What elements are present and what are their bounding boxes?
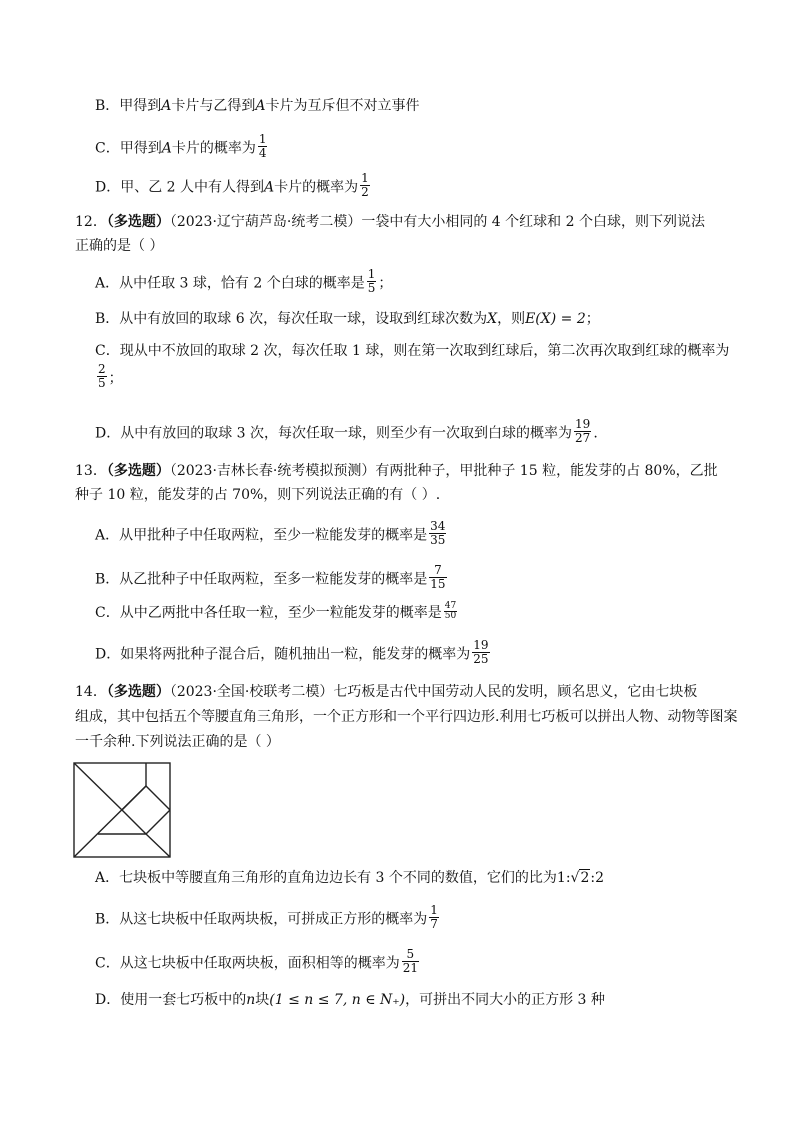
denominator: 5 <box>98 376 106 390</box>
numerator: 19 <box>473 638 489 652</box>
numerator: 47 <box>444 600 457 611</box>
denominator: 35 <box>430 533 446 547</box>
fraction <box>444 602 457 621</box>
numerator: 2 <box>98 362 106 376</box>
prev-option-c <box>95 132 269 162</box>
option-text: D．使用一套七巧板中的 <box>95 992 247 1008</box>
ratio-part: :2 <box>590 870 605 886</box>
tangram-diagonal-upper-left <box>74 763 122 810</box>
variable: A <box>255 98 266 114</box>
expectation-expression: E(X) = 2 <box>525 311 586 327</box>
denominator: 50 <box>444 610 457 621</box>
ratio-part: 1: <box>556 870 571 886</box>
question-number: 14． <box>75 684 107 700</box>
numerator: 1 <box>361 171 369 185</box>
fraction <box>258 133 268 160</box>
option-text: . <box>593 425 598 442</box>
q14-option-d <box>95 990 605 1010</box>
option-text: A．从甲批种子中任取两粒，至少一粒能发芽的概率是 <box>95 527 428 544</box>
prev-option-b-text: 卡片与乙得到 <box>171 98 256 114</box>
prev-option-b-text: 卡片为互斥但不对立事件 <box>265 98 420 114</box>
prev-option-b-text: B．甲得到 <box>95 98 162 114</box>
tangram-middle-edge <box>122 810 146 834</box>
fraction <box>472 639 489 666</box>
option-text: D．从中有放回的取球 3 次，每次任取一球，则至少有一次取到白球的概率为 <box>95 425 573 442</box>
variable: X <box>487 311 498 327</box>
prev-option-c-text: 卡片的概率为 <box>171 140 256 157</box>
denominator: 7 <box>430 917 438 931</box>
denominator: 5 <box>367 281 376 295</box>
numerator: 1 <box>430 903 438 917</box>
question-stem: 有两批种子，甲批种子 15 粒，能发芽的占 80%，乙批 <box>375 463 718 479</box>
option-text: B．从这七块板中任取两块板，可拼成正方形的概率为 <box>95 911 428 928</box>
denominator: 4 <box>258 146 267 160</box>
denominator: 25 <box>473 652 489 666</box>
question-source: （2023·吉林长春·统考模拟预测） <box>169 463 376 479</box>
question-number: 12． <box>75 214 107 230</box>
radicand: 2 <box>580 870 590 886</box>
q12-option-b <box>95 309 600 329</box>
numerator: 34 <box>430 519 446 533</box>
q12-option-c <box>95 341 729 361</box>
question-stem: 一袋中有大小相同的 4 个红球和 2 个白球，则下列说法 <box>361 214 705 230</box>
question-stem: 种子 10 粒，能发芽的占 70%，则下列说法正确的有（ ）. <box>75 487 441 503</box>
prev-option-d-text: 卡片的概率为 <box>274 179 359 196</box>
denominator: 15 <box>430 577 446 591</box>
variable: n <box>246 992 256 1008</box>
q13-option-d <box>95 638 492 668</box>
question-14-header <box>75 682 697 702</box>
q14-option-a <box>95 868 604 888</box>
question-source: （2023·辽宁葫芦岛·统考二模） <box>169 214 362 230</box>
option-text: C．从中乙两批中各任取一粒，至少一粒能发芽的概率是 <box>95 605 442 621</box>
option-text: 块 <box>255 992 270 1008</box>
question-12-header <box>75 212 705 232</box>
question-13-header <box>75 461 718 481</box>
prev-option-b <box>95 96 420 116</box>
option-text: C．从这七块板中任取两块板，面积相等的概率为 <box>95 955 400 972</box>
tangram-figure <box>72 761 172 859</box>
square-root: √2 <box>570 870 590 886</box>
variable: A <box>264 179 275 196</box>
q13-option-b <box>95 563 449 593</box>
question-number: 13． <box>75 463 107 479</box>
tangram-right-square-edge <box>146 786 170 810</box>
option-text: D．如果将两批种子混合后，随机抽出一粒，能发芽的概率为 <box>95 646 471 663</box>
fraction <box>574 418 591 445</box>
fraction <box>402 948 419 975</box>
option-text: ，则 <box>497 311 526 327</box>
q13-option-a <box>95 519 448 549</box>
q12-option-d <box>95 417 598 447</box>
variable: A <box>161 98 172 114</box>
option-text: A．七块板中等腰直角三角形的直角边边长有 3 个不同的数值，它们的比为 <box>95 870 557 886</box>
option-text: ； <box>585 311 600 327</box>
q13-option-c <box>95 600 459 623</box>
q12-option-c-cont <box>95 362 123 392</box>
q12-option-a <box>95 267 393 297</box>
fraction <box>429 904 439 931</box>
option-text: B．从乙批种子中任取两粒，至多一粒能发芽的概率是 <box>95 571 428 588</box>
question-source: （2023·全国·校联考二模） <box>169 684 334 700</box>
prev-option-c-text: C．甲得到 <box>95 140 162 157</box>
fraction <box>429 564 446 591</box>
option-text: ； <box>108 370 123 387</box>
question-13-stem-cont <box>75 485 440 505</box>
condition-expression: (1 ≤ n ≤ 7, n ∈ N₊) <box>269 992 406 1008</box>
question-12-stem-cont <box>75 236 163 256</box>
tangram-right-triangle-edge <box>146 810 170 834</box>
option-text: A．从中任取 3 球，恰有 2 个白球的概率是 <box>95 275 365 292</box>
option-text: C．现从中不放回的取球 2 次，每次任取 1 球，则在第一次取到红球后，第二次再次取到红球的概率为 <box>95 343 730 359</box>
denominator: 27 <box>575 431 591 445</box>
question-14-stem-cont <box>75 732 280 752</box>
fraction <box>367 268 377 295</box>
option-text: ； <box>378 275 393 292</box>
question-stem: 正确的是（ ） <box>75 238 164 254</box>
q14-option-b <box>95 903 441 933</box>
question-stem: 组成，其中包括五个等腰直角三角形，一个正方形和一个平行四边形.利用七巧板可以拼出人物、动物等图案 <box>75 709 738 725</box>
prev-option-d-text: D．甲、乙 2 人中有人得到 <box>95 179 265 196</box>
tangram-center-edge <box>122 786 146 810</box>
numerator: 1 <box>258 132 267 146</box>
question-tag: （多选题） <box>106 684 170 700</box>
option-text: B．从中有放回的取球 6 次，每次任取一球，设取到红球次数为 <box>95 311 488 327</box>
variable: A <box>161 140 172 157</box>
numerator: 5 <box>406 947 415 961</box>
numerator: 1 <box>367 267 376 281</box>
fraction <box>429 520 446 547</box>
numerator: 19 <box>575 417 591 431</box>
denominator: 2 <box>361 185 369 199</box>
tangram-bottom-right-edge <box>146 834 170 857</box>
option-text: ，可拼出不同大小的正方形 3 种 <box>405 992 605 1008</box>
fraction <box>360 172 370 199</box>
question-stem: 七巧板是古代中国劳动人民的发明，顾名思义，它由七块板 <box>333 684 698 700</box>
question-tag: （多选题） <box>106 214 170 230</box>
prev-option-d <box>95 171 372 201</box>
denominator: 21 <box>402 961 418 975</box>
question-stem: 一千余种.下列说法正确的是（ ） <box>75 734 280 750</box>
fraction <box>97 363 107 390</box>
question-tag: （多选题） <box>106 463 170 479</box>
numerator: 7 <box>434 563 442 577</box>
q14-option-c <box>95 947 421 977</box>
question-14-stem-cont <box>75 707 737 727</box>
